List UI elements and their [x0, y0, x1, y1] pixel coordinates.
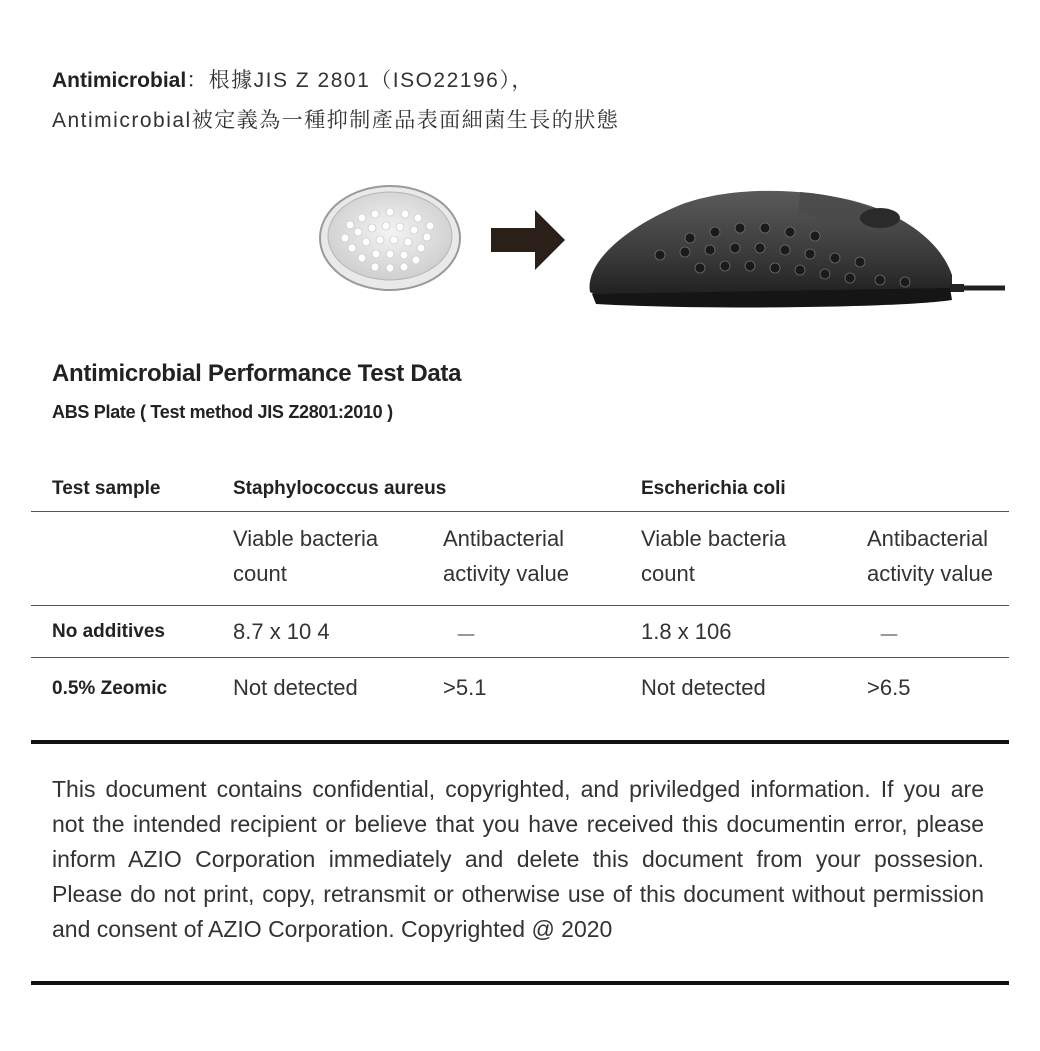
- ecoli-activity-value: >6.5: [867, 675, 911, 700]
- ecoli-activity-value: －: [878, 623, 901, 648]
- computer-mouse-icon: [590, 191, 1005, 308]
- header-escherichia: Escherichia coli: [641, 478, 786, 499]
- intro-line-2: Antimicrobial被定義為一種抑制產品表面細菌生長的狀態: [52, 109, 620, 132]
- subheader-ecoli-activity: Antibacterial activity value: [867, 526, 993, 586]
- section-title: Antimicrobial Performance Test Data: [52, 360, 462, 387]
- header-test-sample: Test sample: [52, 478, 161, 499]
- petri-dish-icon: [320, 186, 460, 290]
- arrow-right-icon: [491, 210, 565, 270]
- staph-activity-value: －: [455, 623, 478, 648]
- intro-term: Antimicrobial: [52, 69, 187, 92]
- intro-line-1: [52, 64, 534, 94]
- table-divider: [31, 605, 1009, 606]
- staph-count-value: 8.7 x 10 4: [233, 619, 330, 644]
- staph-activity-value: >5.1: [443, 675, 487, 700]
- subheader-ecoli-count: Viable bacteria count: [641, 526, 787, 586]
- subheader-staph-count: Viable bacteria count: [233, 526, 379, 586]
- table-divider: [31, 511, 1009, 512]
- staph-count-value: Not detected: [233, 675, 358, 700]
- header-staphylococcus: Staphylococcus aureus: [233, 478, 447, 499]
- row-label: No additives: [52, 621, 165, 642]
- section-divider: [31, 981, 1009, 985]
- ecoli-count-value: Not detected: [641, 675, 766, 700]
- row-label: 0.5% Zeomic: [52, 678, 168, 699]
- ecoli-count-value: 1.8 x 106: [641, 619, 732, 644]
- intro-line-1-text: ：根據JIS Z 2801（ISO22196），: [186, 69, 534, 92]
- section-subtitle: ABS Plate ( Test method JIS Z2801:2010 ): [52, 402, 393, 422]
- disclaimer-text: This document contains confidential, copyrighted, and priviledged information. If you are not the intended recipient or believe that you have received this documentin error, please inform AZIO Corporation immediately and delete this document from your possesion. Please do not print, copy, retransmit or otherwise use of this document without permission and consent of AZIO Corporation. Copyrighted @ 2020: [52, 776, 984, 942]
- section-divider: [31, 740, 1009, 744]
- table-divider: [31, 657, 1009, 658]
- product-illustration: [0, 170, 1040, 330]
- subheader-staph-activity: Antibacterial activity value: [443, 526, 569, 586]
